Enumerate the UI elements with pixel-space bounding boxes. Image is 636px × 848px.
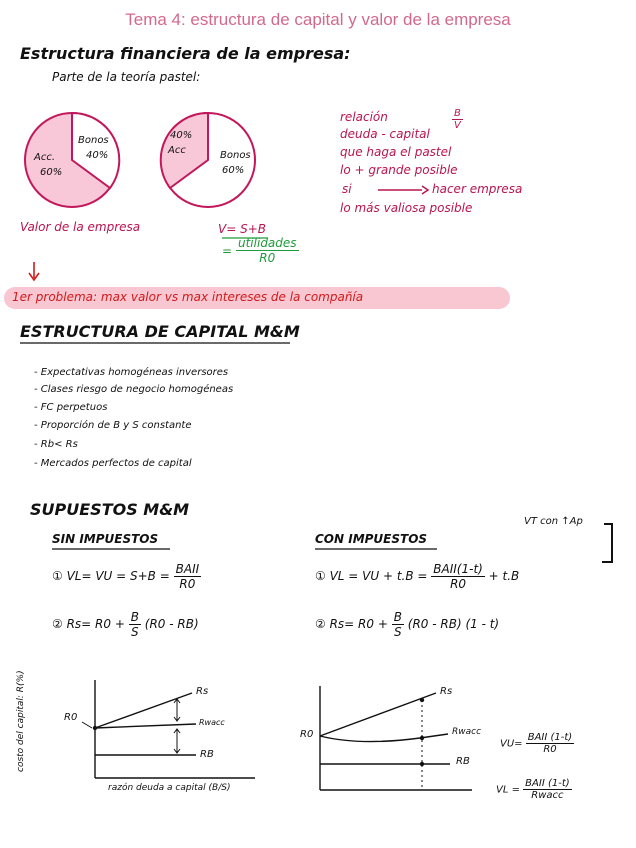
side-vu-den: R0	[543, 744, 557, 755]
note-line-3: que haga el pastel	[340, 145, 452, 159]
formula-den: R0	[259, 251, 276, 265]
section1-heading: Estructura financiera de la empresa:	[20, 44, 351, 63]
bullet-item: - Rb< Rs	[34, 439, 78, 450]
tax-f2-lhs: ② Rs= R0 +	[315, 617, 388, 631]
graph-1	[82, 680, 255, 778]
section2-heading: ESTRUCTURA DE CAPITAL M&M	[20, 322, 300, 341]
section1-subheading: Parte de la teoría pastel:	[52, 70, 201, 84]
side-vl-num: BAII (1-t)	[525, 778, 570, 789]
note-line-6: lo más valiosa posible	[340, 201, 473, 215]
note-line-1: relación	[340, 110, 388, 124]
tax-f2-num: B	[393, 610, 402, 624]
section3-heading: SUPUESTOS M&M	[30, 500, 190, 519]
pie2-label-bonos: Bonos	[220, 150, 251, 161]
pie2-pct-bonos: 60%	[222, 165, 245, 176]
rwacc-line-2	[320, 734, 448, 742]
tax-f1-rhs: + t.B	[488, 569, 520, 583]
no-tax-f1-den: R0	[179, 577, 196, 591]
vt-note: VT con ↑Ap	[524, 516, 583, 527]
no-tax-f2-den: S	[131, 625, 139, 639]
note-line-5a: si	[342, 182, 352, 196]
value-label: Valor de la empresa	[20, 220, 141, 234]
note-line-4: lo + grande posible	[340, 163, 458, 177]
side-vl-formula	[496, 778, 572, 801]
note-ratio-num: B	[454, 108, 461, 119]
rwacc-line-1	[95, 724, 196, 728]
no-tax-heading: SIN IMPUESTOS	[52, 532, 159, 546]
pie1-pct-acc: 60%	[40, 167, 63, 178]
tax-f1-lhs: ① VL = VU + t.B =	[315, 569, 428, 583]
note-ratio	[452, 108, 463, 131]
tax-f1-num: BAII(1-t)	[433, 562, 483, 576]
pie2-pct-acc: 40%	[170, 130, 193, 141]
side-vu-formula	[500, 732, 574, 755]
pie2-label-acc: Acc	[168, 145, 186, 156]
g1-xlabel: razón deuda a capital (B/S)	[108, 783, 231, 793]
tax-formula-2	[315, 610, 499, 639]
side-vl-lhs: VL =	[496, 784, 520, 796]
g1-rb: RB	[200, 749, 214, 760]
note-ratio-den: V	[454, 120, 461, 131]
bullet-item: - Proporción de B y S constante	[34, 420, 192, 431]
graph-2	[320, 686, 472, 790]
no-tax-f1-num: BAII	[175, 562, 200, 576]
g1-rwacc: Rwacc	[199, 718, 225, 727]
bullet-item: - Expectativas homogéneas inversores	[34, 367, 229, 378]
pie1-label-bonos: Bonos	[78, 135, 109, 146]
g2-r0: R0	[300, 729, 314, 740]
note-line-2: deuda - capital	[340, 127, 430, 141]
no-tax-f2-lhs: ② Rs= R0 +	[52, 617, 125, 631]
tax-f1-den: R0	[450, 577, 467, 591]
no-tax-f2-rhs: (R0 - RB)	[144, 617, 199, 631]
formula-v: V= S+B	[218, 222, 266, 236]
side-vl-den: Rwacc	[531, 790, 564, 801]
g1-ylabel: costo del capital: R(%)	[16, 670, 26, 772]
tax-f2-rhs: (R0 - RB) (1 - t)	[407, 617, 500, 631]
page-title: Tema 4: estructura de capital y valor de la empresa	[125, 10, 511, 29]
formula-num: utilidades	[238, 236, 297, 250]
g2-rb: RB	[456, 756, 470, 767]
no-tax-formula-2	[52, 610, 199, 639]
pie1-pct-bonos: 40%	[86, 150, 109, 161]
no-tax-f2-num: B	[130, 610, 139, 624]
g1-r0: R0	[64, 712, 78, 723]
g1-rs: Rs	[196, 686, 209, 697]
formula-eq: =	[222, 244, 233, 258]
rs-line-2	[320, 693, 436, 736]
tax-f2-den: S	[394, 625, 402, 639]
g2-rwacc: Rwacc	[452, 727, 482, 737]
tax-heading: CON IMPUESTOS	[315, 532, 428, 546]
bullet-item: - Clases riesgo de negocio homogéneas	[34, 384, 234, 395]
problem-statement: 1er problema: max valor vs max intereses de la compañía	[12, 290, 364, 304]
no-tax-formula-1	[52, 562, 201, 591]
note-line-5b: hacer empresa	[432, 182, 523, 196]
side-vu-num: BAII (1-t)	[527, 732, 573, 743]
bullet-item: - FC perpetuos	[34, 402, 108, 413]
no-tax-f1-lhs: ① VL= VU = S+B =	[52, 569, 170, 583]
pie1-label-acc: Acc.	[34, 152, 56, 163]
side-vu-lhs: VU=	[500, 738, 523, 750]
tax-formula-1	[315, 562, 519, 591]
g2-rs: Rs	[440, 686, 453, 697]
bullet-item: - Mercados perfectos de capital	[34, 458, 192, 469]
formula-fraction	[236, 236, 299, 265]
